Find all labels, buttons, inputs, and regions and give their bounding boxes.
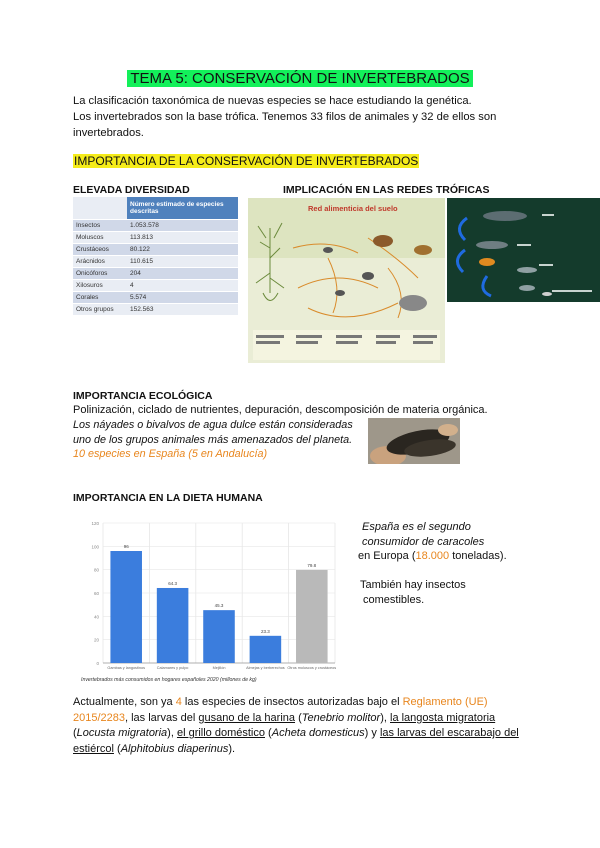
nayades-line-1: Los náyades o bivalvos de agua dulce están consideradas	[73, 419, 353, 431]
species-table-wrapper	[73, 197, 238, 316]
locust-name: la langosta migratoria	[390, 711, 496, 724]
nayades-line-2: uno de los grupos animales más amenazados del planeta.	[73, 433, 353, 446]
dieta-heading: IMPORTANCIA EN LA DIETA HUMANA	[73, 492, 263, 504]
spain-tonnes: 18.000	[415, 550, 450, 562]
edible-insects-text	[360, 578, 560, 607]
redes-heading: IMPLICACIÓN EN LAS REDES TRÓFICAS	[283, 184, 490, 196]
food-web-illustration	[248, 198, 445, 363]
species-count: 110.615	[127, 256, 238, 268]
final-text-10: (	[113, 742, 121, 755]
species-table-row	[73, 292, 238, 304]
cricket-species: Acheta domesticus	[271, 727, 365, 739]
final-text-9: ) y	[364, 727, 380, 739]
mussel-photo	[368, 418, 460, 464]
nayades-spain-count: 10 especies en España (5 en Andalucía)	[73, 448, 268, 460]
final-text-6: (	[73, 727, 77, 739]
spain-snail-text	[358, 520, 558, 564]
regulation-reference: Reglamento (UE) 2015/2283	[73, 696, 488, 724]
intro-line-2: Los invertebrados son la base trófica. Tenemos 33 filos de animales y 32 de ellos son invertebrados.	[73, 111, 497, 139]
chart-bar-value-label: 45.3	[214, 603, 224, 609]
aquatic-chain-image	[447, 198, 600, 302]
intro-paragraph	[73, 93, 543, 141]
species-table-body	[73, 220, 238, 316]
insects-line-2: comestibles.	[363, 593, 425, 606]
chart-y-tick-label: 20	[93, 637, 99, 643]
chart-y-tick-label: 60	[93, 591, 99, 596]
species-table-row	[73, 304, 238, 316]
chart-y-tick-label: 40	[93, 614, 99, 620]
chart-category-label: Gambas y langostinos	[107, 666, 145, 670]
final-text-11: ).	[228, 742, 236, 755]
species-table-row	[73, 244, 238, 256]
species-group: Xilosuros	[73, 280, 127, 292]
species-count: 5.574	[127, 292, 238, 304]
species-group: Crustáceos	[73, 244, 127, 256]
mussel-illustration	[368, 418, 460, 464]
chart-y-tick-label: 120	[91, 521, 99, 526]
authorized-insects-paragraph	[73, 695, 528, 757]
title-text: TEMA 5: CONSERVACIÓN DE INVERTEBRADOS	[127, 70, 472, 87]
insects-line-1: También hay insectos	[360, 579, 466, 591]
diversidad-heading: ELEVADA DIVERSIDAD	[73, 184, 190, 196]
final-text-3: , las larvas del	[125, 711, 199, 724]
chart-bar	[110, 551, 142, 663]
spain-line-3-pre: en Europa (	[358, 550, 416, 562]
food-web-title: Red alimenticia del suelo	[308, 204, 398, 213]
species-group: Arácnidos	[73, 256, 127, 268]
chart-bar	[203, 610, 235, 663]
aquatic-chain-illustration	[447, 198, 600, 302]
nayades-text	[73, 418, 373, 462]
species-table-header-empty	[73, 197, 127, 220]
chart-y-tick-label: 100	[91, 544, 99, 550]
species-group: Otros grupos	[73, 304, 127, 316]
species-count: 4	[127, 280, 238, 292]
consumption-chart	[73, 515, 343, 689]
chart-bar	[157, 588, 189, 663]
ecologica-text: Polinización, ciclado de nutrientes, depuración, descomposición de materia orgánica.	[73, 404, 488, 416]
species-count: 204	[127, 268, 238, 280]
chart-category-label: Almejas y berberechos	[246, 666, 285, 670]
species-table-row	[73, 280, 238, 292]
species-table-row	[73, 268, 238, 280]
final-text-4: (	[295, 711, 302, 724]
page-title	[0, 70, 600, 87]
chart-category-label: Calamares y pulpo	[156, 666, 189, 670]
spain-line-3-post: toneladas).	[449, 550, 507, 562]
species-group: Moluscos	[73, 232, 127, 244]
chart-category-label: Otros moluscos y crustáceos	[287, 666, 337, 670]
species-count: 113.813	[127, 232, 238, 244]
species-table-row	[73, 220, 238, 232]
species-count: 152.563	[127, 304, 238, 316]
mealworm-name: gusano de la harina	[198, 711, 296, 724]
species-count: 80.122	[127, 244, 238, 256]
species-table-row	[73, 232, 238, 244]
chart-category-label: Mejillón	[212, 666, 226, 670]
chart-y-tick-label: 80	[93, 567, 99, 573]
species-table-header: Número estimado de especies descritas	[127, 197, 238, 220]
final-text-8: (	[265, 727, 272, 739]
spain-line-1: España es el segundo	[362, 521, 471, 533]
ecologica-heading: IMPORTANCIA ECOLÓGICA	[73, 390, 213, 402]
species-group: Insectos	[73, 220, 127, 232]
intro-line-1: La clasificación taxonómica de nuevas especies se hace estudiando la genética.	[73, 95, 472, 107]
cricket-name: el grillo doméstico	[176, 727, 265, 739]
food-web-image	[248, 198, 445, 363]
spain-line-2: consumidor de caracoles	[362, 535, 485, 548]
beetle-larvae-name: las larvas del escarabajo del estiércol	[73, 727, 519, 755]
chart-y-tick-label: 0	[96, 661, 99, 666]
final-text-2: las especies de insectos autorizadas bajo el	[181, 696, 403, 708]
chart-bar	[296, 570, 328, 663]
beetle-species: Alphitobius diaperinus	[120, 742, 229, 755]
species-group: Onicóforos	[73, 268, 127, 280]
chart-bar-value-label: 79.8	[307, 562, 317, 568]
final-text-7: ),	[167, 727, 177, 739]
spain-line-3	[358, 549, 558, 564]
locust-species: Locusta migratoria	[76, 727, 168, 739]
final-text-5: ),	[380, 711, 390, 724]
species-table-header-row	[73, 197, 238, 220]
chart-source: Invertebrados más consumidos en hogares españoles 2020 (millones de kg)	[81, 677, 257, 683]
species-table-row	[73, 256, 238, 268]
importancia-heading	[73, 152, 419, 170]
final-species-count: 4	[175, 696, 182, 708]
species-group: Corales	[73, 292, 127, 304]
species-table	[73, 197, 238, 316]
chart-bar	[250, 636, 282, 663]
species-count: 1.053.578	[127, 220, 238, 232]
importancia-heading-text: IMPORTANCIA DE LA CONSERVACIÓN DE INVERTEBRADOS	[74, 154, 419, 168]
chart-bar-value-label: 23.3	[261, 628, 270, 634]
consumption-chart-svg	[73, 515, 343, 689]
chart-bar-value-label: 64.3	[168, 580, 177, 586]
mealworm-species: Tenebrio molitor	[301, 711, 381, 724]
chart-bar-value-label: 96	[123, 544, 129, 549]
final-text-1: Actualmente, son ya	[73, 696, 176, 708]
